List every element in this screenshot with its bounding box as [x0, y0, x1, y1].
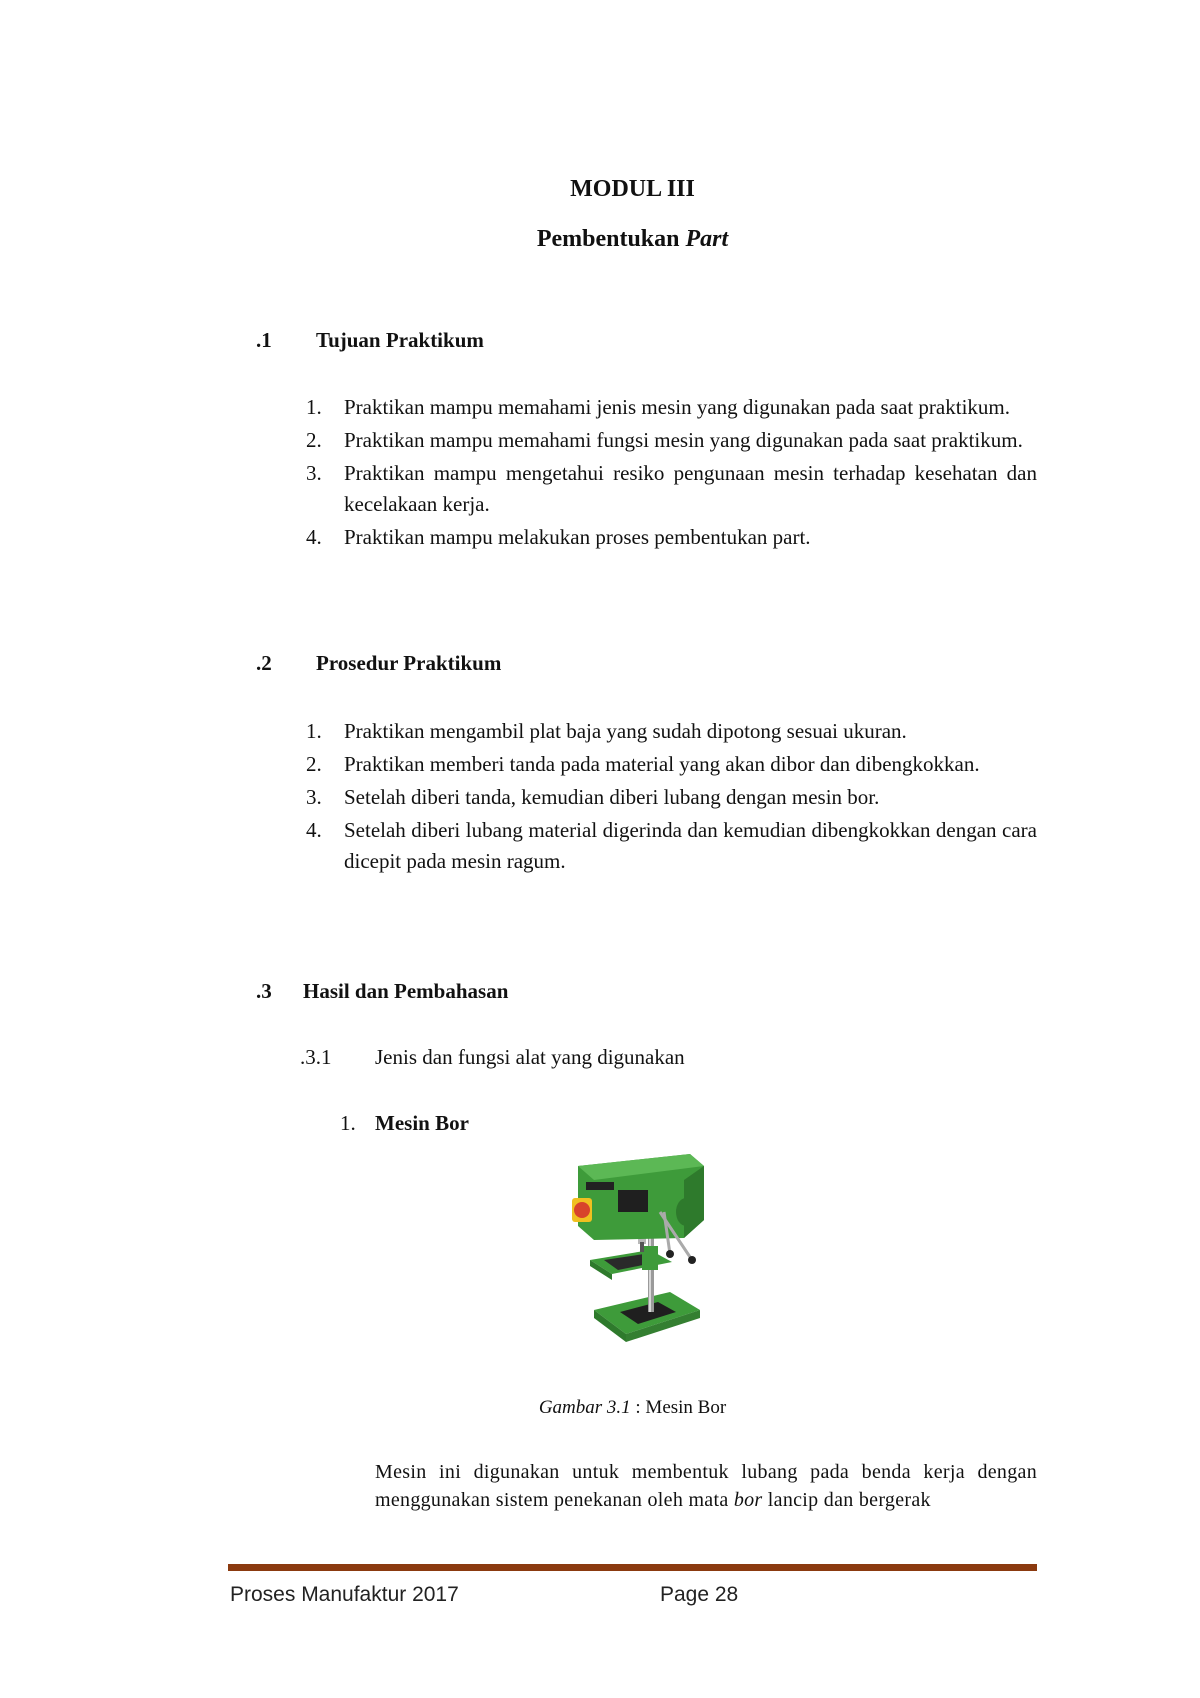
section-1-number: .1 [256, 328, 272, 352]
footer-left: Proses Manufaktur 2017 [230, 1583, 459, 1606]
section-2-title: Prosedur Praktikum [316, 651, 502, 675]
objectives-list [302, 392, 1037, 555]
list-item: 2. Praktikan mampu memahami fungsi mesin yang digunakan pada saat praktikum. [306, 428, 1023, 452]
tool-description: Mesin ini digunakan untuk membentuk lubang pada benda kerja dengan menggunakan sistem penekanan oleh mata bor lancip dan bergerak [375, 1461, 1037, 1511]
list-item: 4. Praktikan mampu melakukan proses pembentukan part. [306, 525, 811, 549]
list-item: 3. Praktikan mampu mengetahui resiko pengunaan mesin terhadap kesehatan dan kecelakaan kerja. [306, 461, 1037, 516]
list-item: 1. Praktikan mengambil plat baja yang sudah dipotong sesuai ukuran. [306, 719, 907, 743]
procedure-list [302, 716, 1037, 879]
footer-divider [228, 1564, 1037, 1571]
section-2-number: .2 [256, 651, 272, 675]
section-3-title: Hasil dan Pembahasan [303, 979, 509, 1003]
module-title: MODUL III [570, 176, 695, 202]
list-item: 3. Setelah diberi tanda, kemudian diberi lubang dengan mesin bor. [306, 785, 880, 809]
drill-press-image [572, 1142, 722, 1344]
tool-item-number: 1. [340, 1111, 356, 1135]
page-number: Page 28 [660, 1583, 739, 1606]
subsection-title: Jenis dan fungsi alat yang digunakan [375, 1045, 685, 1069]
figure-caption: Gambar 3.1 : Mesin Bor [538, 1397, 727, 1418]
section-3-number: .3 [256, 979, 272, 1003]
subsection-number: .3.1 [300, 1045, 332, 1069]
page-subtitle: Pembentukan Part [536, 226, 729, 252]
section-1-title: Tujuan Praktikum [316, 328, 484, 352]
tool-item-title: Mesin Bor [375, 1111, 469, 1135]
list-item: 1. Praktikan mampu memahami jenis mesin yang digunakan pada saat praktikum. [306, 395, 1011, 419]
list-item: 2. Praktikan memberi tanda pada material yang akan dibor dan dibengkokkan. [306, 752, 980, 776]
list-item: 4. Setelah diberi lubang material digerinda dan kemudian dibengkokkan dengan cara dicepit pada mesin ragum. [306, 818, 1037, 873]
